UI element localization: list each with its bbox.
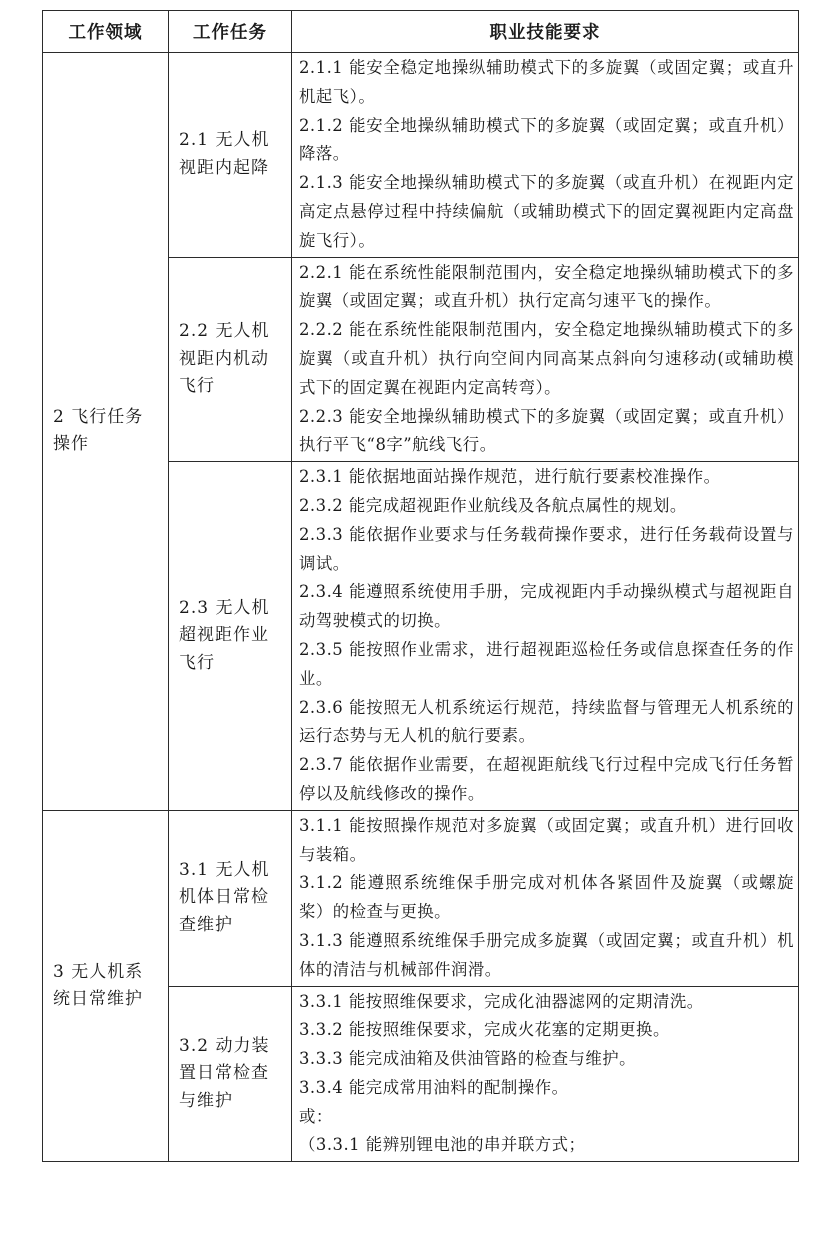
domain-flight-operations: 2 飞行任务操作 bbox=[43, 53, 169, 811]
requirement-item: 2.2.2 能在系统性能限制范围内，安全稳定地操纵辅助模式下的多旋翼（或直升机）执行向空间内同高某点斜向匀速移动(或辅助模式下的固定翼在视距内定高转弯）。 bbox=[299, 320, 794, 397]
requirement-item: 3.1.3 能遵照系统维保手册完成多旋翼（或固定翼；或直升机）机体的清洁与机械部件润滑。 bbox=[299, 930, 794, 979]
requirement-item: 2.3.3 能依据作业要求与任务载荷操作要求，进行任务载荷设置与调试。 bbox=[299, 524, 794, 573]
requirement-item: 3.3.2 能按照维保要求，完成火花塞的定期更换。 bbox=[299, 1020, 670, 1040]
requirement-item: 2.3.5 能按照作业需求，进行超视距巡检任务或信息探查任务的作业。 bbox=[299, 639, 794, 688]
skills-table bbox=[42, 10, 799, 1162]
task-3-2: 3.2 动力装置日常检查与维护 bbox=[169, 986, 292, 1162]
requirement-item: 2.1.1 能安全稳定地操纵辅助模式下的多旋翼（或固定翼；或直升机起飞）。 bbox=[299, 58, 794, 106]
requirement-item: 3.3.4 能完成常用油料的配制操作。 bbox=[299, 1077, 569, 1097]
header-work-task: 工作任务 bbox=[169, 11, 292, 53]
requirements-2-3 bbox=[292, 462, 799, 811]
requirement-item: 2.3.2 能完成超视距作业航线及各航点属性的规划。 bbox=[299, 495, 687, 515]
requirements-3-1 bbox=[292, 810, 799, 986]
requirement-item: 3.1.1 能按照操作规范对多旋翼（或固定翼；或直升机）进行回收与装箱。 bbox=[299, 815, 794, 864]
table-row bbox=[43, 810, 799, 986]
requirement-item: （3.3.1 能辨别锂电池的串并联方式； bbox=[299, 1135, 586, 1155]
task-2-3: 2.3 无人机超视距作业飞行 bbox=[169, 462, 292, 811]
table-row bbox=[43, 53, 799, 258]
requirement-item: 2.3.7 能依据作业需要，在超视距航线飞行过程中完成飞行任务暂停以及航线修改的操作。 bbox=[299, 755, 794, 803]
requirement-item: 2.2.3 能安全地操纵辅助模式下的多旋翼（或固定翼；或直升机）执行平飞“8字”航线飞行。 bbox=[299, 406, 794, 455]
requirement-item: 2.3.6 能按照无人机系统运行规范，持续监督与管理无人机系统的运行态势与无人机的航行要素。 bbox=[299, 697, 794, 746]
domain-system-maintenance: 3 无人机系统日常维护 bbox=[43, 810, 169, 1162]
requirement-item: 2.3.4 能遵照系统使用手册，完成视距内手动操纵模式与超视距自动驾驶模式的切换。 bbox=[299, 582, 794, 631]
requirements-3-2 bbox=[292, 986, 799, 1162]
requirement-item: 2.1.3 能安全地操纵辅助模式下的多旋翼（或直升机）在视距内定高定点悬停过程中持续偏航（或辅助模式下的固定翼视距内定高盘旋飞行）。 bbox=[299, 173, 794, 250]
requirement-item: 2.3.1 能依据地面站操作规范，进行航行要素校准操作。 bbox=[299, 467, 721, 487]
requirement-item: 3.3.1 能按照维保要求，完成化油器滤网的定期清洗。 bbox=[299, 991, 704, 1011]
task-3-1: 3.1 无人机机体日常检查维护 bbox=[169, 810, 292, 986]
requirement-item: 3.3.3 能完成油箱及供油管路的检查与维护。 bbox=[299, 1049, 637, 1069]
requirement-item: 2.2.1 能在系统性能限制范围内，安全稳定地操纵辅助模式下的多旋翼（或固定翼；或直升机）执行定高匀速平飞的操作。 bbox=[299, 262, 794, 311]
document-page bbox=[42, 10, 798, 1162]
header-row bbox=[43, 11, 799, 53]
requirements-2-1 bbox=[292, 53, 799, 258]
header-skill-requirements: 职业技能要求 bbox=[292, 11, 799, 53]
requirement-item: 或： bbox=[299, 1106, 333, 1126]
requirements-2-2 bbox=[292, 257, 799, 462]
task-2-2: 2.2 无人机视距内机动飞行 bbox=[169, 257, 292, 462]
header-work-domain: 工作领域 bbox=[43, 11, 169, 53]
requirement-item: 2.1.2 能安全地操纵辅助模式下的多旋翼（或固定翼；或直升机）降落。 bbox=[299, 115, 794, 164]
task-2-1: 2.1 无人机视距内起降 bbox=[169, 53, 292, 258]
requirement-item: 3.1.2 能遵照系统维保手册完成对机体各紧固件及旋翼（或螺旋桨）的检查与更换。 bbox=[299, 873, 794, 922]
